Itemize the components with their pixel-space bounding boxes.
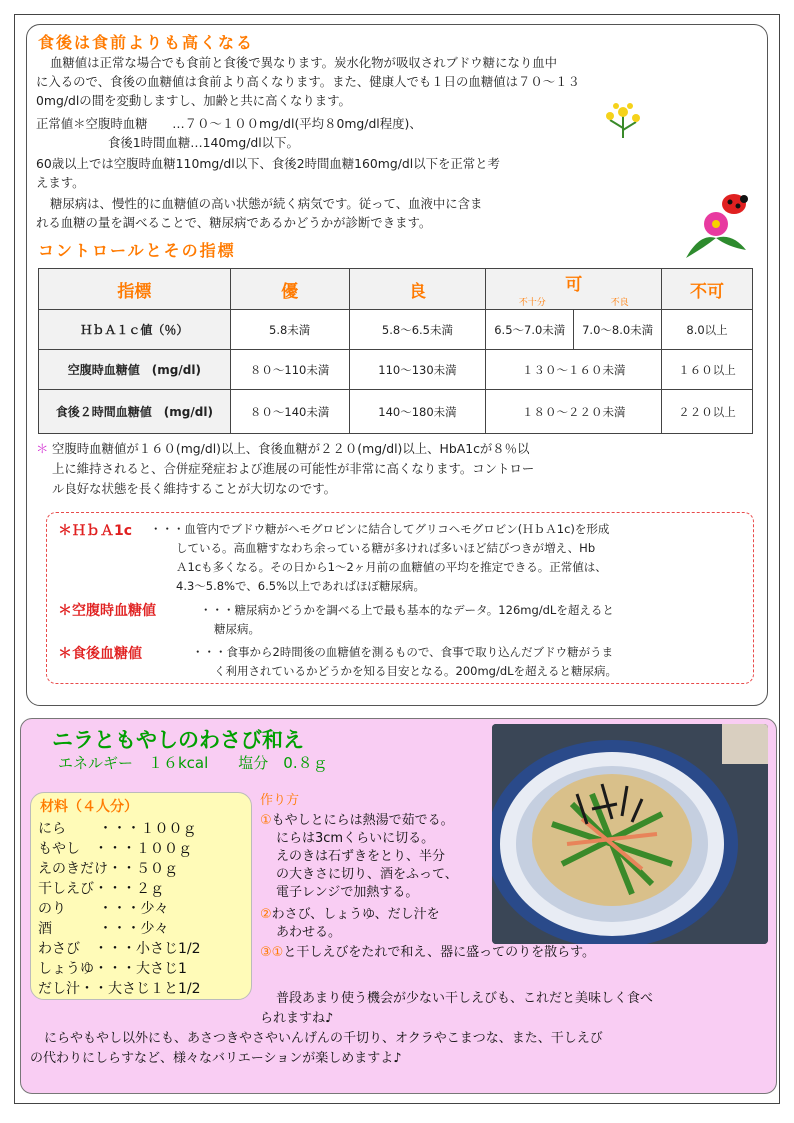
ingredient-item: 酒 ・・・少々 <box>38 921 169 937</box>
body-line: えます。 <box>36 175 85 190</box>
row-label-fasting: 空腹時血糖値 (mg/dl) <box>39 350 231 390</box>
dish-photo <box>492 724 768 944</box>
flower-illustration <box>598 98 648 142</box>
recipe-title: ニラともやしのわさび和え <box>52 728 304 752</box>
note-line: 空腹時血糖値が１６０(mg/dl)以上、食後血糖が２２０(mg/dl)以上、HbA1cが８％以 <box>52 441 530 456</box>
ingredients-title: 材料（４人分） <box>40 799 138 815</box>
definition-label-postprandial: ＊食後血糖値 <box>58 646 142 662</box>
body-line: れる血糖の量を調べることで、糖尿病であるかどうかが診断できます。 <box>36 215 432 230</box>
table-cell: ８０～140未満 <box>230 390 349 434</box>
dish-photo-illustration <box>492 724 768 944</box>
header-good: 良 <box>349 269 486 310</box>
body-line: 正常値＊空腹時血糖 …７０～１００mg/dl(平均８0mg/dl程度)、 <box>36 116 422 131</box>
table-cell: １３０～１６０未満 <box>486 350 662 390</box>
definition-line: 糖尿病。 <box>214 622 260 636</box>
step-text: えのきは石ずきをとり、半分 <box>276 849 446 864</box>
heading-control: コントロールとその指標 <box>38 241 236 260</box>
body-line: 60歳以上では空腹時血糖110mg/dl以下、食後2時間血糖160mg/dl以下を正常と考 <box>36 156 500 171</box>
ingredient-item: えのきだけ・・５０ｇ <box>38 861 178 877</box>
step-number: ③① <box>260 945 284 960</box>
definition-line: ・・・食事から2時間後の血糖値を測るもので、食事で取り込んだブドウ糖がうま <box>192 645 614 659</box>
table-cell: 110～130未満 <box>349 350 486 390</box>
sub-header-insufficient: 不十分 <box>518 298 546 308</box>
table-cell: １８０～２２０未満 <box>486 390 662 434</box>
body-line: 食後1時間血糖…140mg/dl以下。 <box>108 135 299 150</box>
table-cell: 8.0以上 <box>662 310 753 350</box>
closing-line: 普段あまり使う機会が少ない干しえびも、これだと美味しく食べ <box>276 991 654 1006</box>
step-text: もやしとにらは熱湯で茹でる。 <box>271 813 454 828</box>
note-line: ル良好な状態を長く維持することが大切なのです。 <box>52 481 336 496</box>
body-line: 糖尿病は、慢性的に血糖値の高い状態が続く病気です。従って、血液中に含ま <box>50 196 483 211</box>
header-excellent: 優 <box>230 269 349 310</box>
body-line: 0mg/dlの間を変動しますし、加齢と共に高くなります。 <box>36 93 351 108</box>
definition-label-hba1c: ＊ＨｂＡ1c <box>58 523 133 539</box>
ingredient-item: だし汁・・大さじ１と1/2 <box>38 981 201 997</box>
step-text: わさび、しょうゆ、だし汁を <box>271 907 440 922</box>
ingredient-item: しょうゆ・・・大さじ1 <box>38 961 187 977</box>
closing-line: の代わりにしらすなど、様々なバリエーションが楽しめますよ♪ <box>30 1051 402 1066</box>
definition-line: ・・・糖尿病かどうかを調べる上で最も基本的なデータ。126mg/dLを超えると <box>200 603 614 617</box>
definition-line: ・・・血管内でブドウ糖がヘモグロビンに結合してグリコヘモグロビン(ＨｂＡ1c)を形成 <box>150 522 610 536</box>
recipe-nutrition: エネルギー １６kcal 塩分 0.８ｇ <box>58 754 328 772</box>
step-text: と干しえびをたれで和え、器に盛ってのりを散らす。 <box>283 945 596 960</box>
table-cell: 7.0～8.0未満 <box>574 310 662 350</box>
header-failing: 不可 <box>662 269 753 310</box>
sub-header-poor: 不良 <box>610 298 629 308</box>
note-line: 上に維持されると、合併症発症および進展の可能性が非常に高くなります。コントロー <box>52 461 535 476</box>
closing-line: にらやもやし以外にも、あさつきやさやいんげんの千切り、オクラやこまつな、また、干しえび <box>44 1031 603 1046</box>
step-number: ② <box>260 907 272 922</box>
method-title: 作り方 <box>260 793 300 808</box>
table-cell: 140～180未満 <box>349 390 486 434</box>
ingredient-item: もやし ・・・１００ｇ <box>38 841 192 857</box>
header-fair: 可 <box>565 275 583 295</box>
ingredient-item: にら ・・・１００ｇ <box>38 821 197 837</box>
step-text: の大きさに切り、酒をふって、 <box>276 867 458 882</box>
step-text: 電子レンジで加熱する。 <box>276 885 419 900</box>
control-index-table <box>38 268 753 434</box>
definition-line: 4.3～5.8%で、6.5%以上であればほぼ糖尿病。 <box>176 579 425 593</box>
table-cell: 5.8未満 <box>230 310 349 350</box>
table-cell: 5.8～6.5未満 <box>349 310 486 350</box>
table-cell: 6.5～7.0未満 <box>486 310 574 350</box>
table-cell: ８０～110未満 <box>230 350 349 390</box>
definition-line: く利用されているかどうかを知る目安となる。200mg/dLを超えると糖尿病。 <box>214 664 618 678</box>
closing-line: られますね♪ <box>260 1011 334 1026</box>
step-text: あわせる。 <box>276 925 342 940</box>
step-number: ① <box>260 813 272 828</box>
body-line: に入るので、食後の血糖値は食前より高くなります。また、健康人でも１日の血糖値は７０～１３ <box>36 74 580 89</box>
definition-line: している。高血糖すなわち余っている糖が多ければ多いほど結びつきが増え、Hb <box>176 541 596 555</box>
ingredient-item: のり ・・・少々 <box>38 901 169 917</box>
ladybug-flower-illustration <box>676 190 756 262</box>
ingredient-item: わさび ・・・小さじ1/2 <box>38 941 201 957</box>
step-text: にらは3cmくらいに切る。 <box>276 831 435 846</box>
definition-label-fasting: ＊空腹時血糖値 <box>58 603 156 619</box>
table-cell: １６０以上 <box>662 350 753 390</box>
heading-after-meal: 食後は食前よりも高くなる <box>38 33 255 52</box>
row-label-hba1c: ＨｂＡ１ｃ値（％） <box>39 310 231 350</box>
ingredient-item: 干しえび・・・２ｇ <box>38 881 164 897</box>
row-label-postprandial: 食後２時間血糖値 (mg/dl) <box>39 390 231 434</box>
definition-line: Ａ1cも多くなる。その日から1～2ヶ月前の血糖値の平均を推定できる。正常値は、 <box>176 560 607 574</box>
body-line: 血糖値は正常な場合でも食前と食後で異なります。炭水化物が吸収されブドウ糖になり血中 <box>50 55 558 70</box>
asterisk-mark: ＊ <box>36 441 49 456</box>
header-index: 指標 <box>39 269 231 310</box>
table-cell: ２２０以上 <box>662 390 753 434</box>
